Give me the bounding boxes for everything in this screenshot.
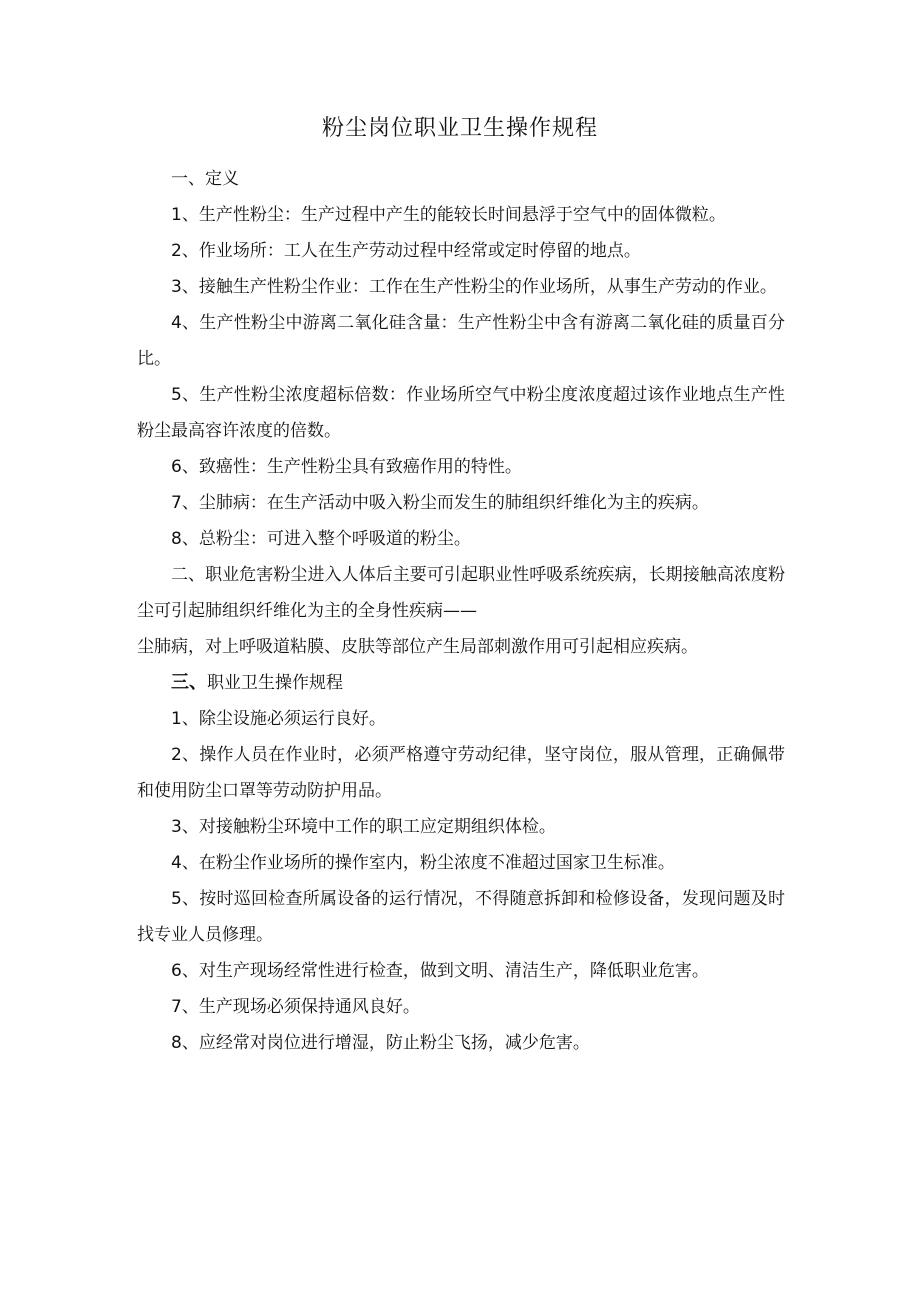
section-hazards: 二、职业危害粉尘进入人体后主要可引起职业性呼吸系统疾病，长期接触高浓度粉尘可引起肺组织纤维化为主的全身性疾病—— [137,565,785,621]
definition-item: 2、作业场所：工人在生产劳动过程中经常或定时停留的地点。 [171,241,641,261]
definition-item: 1、生产性粉尘：生产过程中产生的能较长时间悬浮于空气中的固体微粒。 [171,205,726,225]
procedure-item: 6、对生产现场经常性进行检查，做到文明、清洁生产，降低职业危害。 [171,961,709,981]
procedure-item: 5、按时巡回检查所属设备的运行情况，不得随意拆卸和检修设备，发现问题及时找专业人员修理。 [137,889,785,945]
definition-item: 6、致癌性：生产性粉尘具有致癌作用的特性。 [171,457,522,477]
procedure-item: 8、应经常对岗位进行增湿，防止粉尘飞扬，减少危害。 [171,1033,590,1053]
document-title: 粉尘岗位职业卫生操作规程 [321,116,598,141]
section-heading-procedures [137,665,785,701]
procedure-item: 1、除尘设施必须运行良好。 [171,709,386,729]
document-body [137,161,785,1061]
definition-item: 7、尘肺病：在生产活动中吸入粉尘而发生的肺组织纤维化为主的疾病。 [171,493,709,513]
section-heading-definitions: 一、定义 [171,169,239,189]
section-number: 三、 [171,672,207,693]
procedure-item: 2、操作人员在作业时，必须严格遵守劳动纪律，坚守岗位，服从管理，正确佩带和使用防尘口罩等劳动防护用品。 [137,745,785,801]
definition-item: 5、生产性粉尘浓度超标倍数：作业场所空气中粉尘度浓度超过该作业地点生产性粉尘最高容许浓度的倍数。 [137,385,785,441]
definition-item: 3、接触生产性粉尘作业：工作在生产性粉尘的作业场所，从事生产劳动的作业。 [171,277,777,297]
definition-item: 8、总粉尘：可进入整个呼吸道的粉尘。 [171,529,471,549]
section-heading-text: 职业卫生操作规程 [207,673,343,693]
section-hazards-continued: 尘肺病，对上呼吸道粘膜、皮肤等部位产生局部刺激作用可引起相应疾病。 [137,637,698,657]
procedure-item: 7、生产现场必须保持通风良好。 [171,997,420,1017]
definition-item: 4、生产性粉尘中游离二氧化硅含量：生产性粉尘中含有游离二氧化硅的质量百分比。 [137,313,785,369]
procedure-item: 4、在粉尘作业场所的操作室内，粉尘浓度不准超过国家卫生标准。 [171,853,675,873]
procedure-item: 3、对接触粉尘环境中工作的职工应定期组织体检。 [171,817,556,837]
